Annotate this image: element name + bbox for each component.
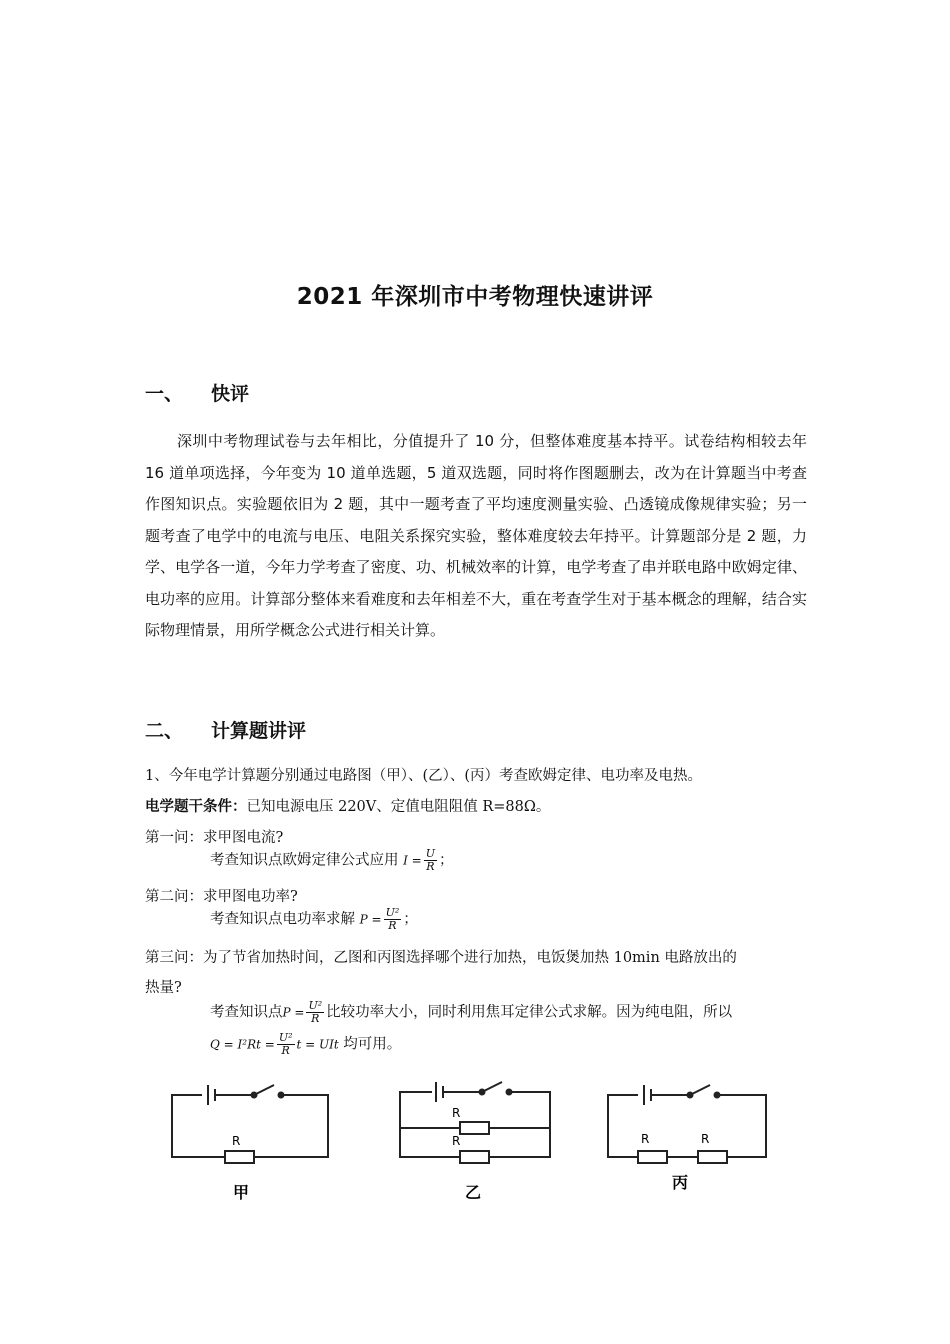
resistor-2 (698, 1151, 727, 1163)
question-2-label: 第二问： (145, 889, 203, 905)
power-numerator: U² (385, 906, 400, 919)
ohm-numerator: U (425, 847, 435, 860)
switch-lever (256, 1085, 274, 1094)
power-formula-fraction (384, 907, 402, 932)
section-heading-2 (145, 716, 306, 743)
power-2-denominator: R (311, 1012, 320, 1025)
resistor-2 (460, 1151, 489, 1163)
switch-lever (692, 1085, 710, 1094)
joule-numerator: U² (278, 1031, 293, 1044)
question-3-label: 第三问： (145, 950, 203, 966)
resistor-2-label: R (452, 1134, 461, 1148)
power-formula-2-lhs: P = (282, 1005, 305, 1020)
ohm-formula-lhs: I = (403, 853, 422, 868)
question-2-note-text: 考查知识点电功率求解 (210, 911, 355, 928)
switch-lever (484, 1082, 502, 1091)
question-1 (145, 826, 283, 847)
circuit-diagram-jia (160, 1075, 340, 1210)
question-1-note-text: 考查知识点欧姆定律公式应用 (210, 852, 399, 869)
ohm-formula-fraction (424, 848, 437, 873)
conditions-text: 已知电源电压 220V、定值电阻阻值 R=88Ω。 (246, 799, 551, 815)
question-3-line-2: 热量? (145, 980, 182, 996)
power-formula-2-fraction (306, 1000, 324, 1025)
ohm-denominator: R (426, 860, 435, 873)
power-formula-lhs: P = (359, 912, 382, 927)
conditions-label: 电学题干条件： (145, 799, 247, 815)
question-2-tail: ； (403, 911, 418, 928)
joule-formula-line (210, 1032, 401, 1057)
resistor-2-label: R (701, 1132, 710, 1146)
circuit-diagram-yi (390, 1072, 560, 1207)
circuit-diagram-bing (598, 1075, 778, 1205)
section-number-1: 一、 (145, 383, 184, 405)
joule-denominator: R (281, 1044, 290, 1057)
joule-formula-fraction (277, 1032, 295, 1057)
question-3-note-post: 比较功率大小，同时利用焦耳定律公式求解。因为纯电阻，所以 (326, 1004, 733, 1021)
section-title-1: 快评 (211, 383, 250, 405)
circuit-label-bing: 丙 (672, 1173, 689, 1192)
question-2-text: 求甲图电功率? (203, 889, 298, 905)
power-denominator: R (388, 919, 397, 932)
joule-formula-b: t = UIt (296, 1037, 339, 1052)
resistor-1-label: R (641, 1132, 650, 1146)
page-title: 2021 年深圳市中考物理快速讲评 (296, 284, 654, 310)
conditions-line (145, 795, 550, 816)
section-title-2: 计算题讲评 (211, 720, 307, 742)
question-1-text: 求甲图电流? (203, 830, 284, 846)
question-1-tail: ； (439, 852, 454, 869)
resistor-1 (460, 1122, 489, 1134)
circuit-label-jia: 甲 (233, 1183, 250, 1202)
question-3-note-pre: 考查知识点 (210, 1004, 283, 1021)
circuit-label-yi: 乙 (465, 1183, 482, 1202)
joule-formula-a: Q = I²Rt = (210, 1037, 275, 1052)
switch-pivot (252, 1093, 257, 1098)
resistor-1-label: R (452, 1106, 461, 1120)
switch-contact (279, 1093, 284, 1098)
question-2-note (210, 907, 418, 932)
power-2-numerator: U² (308, 999, 323, 1012)
resistor-1 (638, 1151, 667, 1163)
question-1-note (210, 848, 454, 873)
section-number-2: 二、 (145, 720, 184, 742)
question-2 (145, 885, 298, 906)
section-heading-1 (145, 379, 249, 406)
item-1: 1、今年电学计算题分别通过电路图（甲）、(乙）、(丙）考查欧姆定律、电功率及电热。 (145, 768, 703, 784)
resistor-label: R (232, 1134, 241, 1148)
question-1-label: 第一问： (145, 830, 203, 846)
review-paragraph: 深圳中考物理试卷与去年相比，分值提升了 10 分，但整体难度基本持平。试卷结构相较去年 16 道单项选择，今年变为 10 道单选题，5 道双选题，同时将作图题删去，改为在计算题当中考查作图知识点。实验题依旧为 2 题，其中一题考查了平均速度测量实验、凸透镜成像规律实验；另一题考查了电学中的电流与电压、电阻关系探究实验，整体难度较去年持平。计算题部分是 2 题，力学、电学各一道，今年力学考查了密度、功、机械效率的计算，电学考查了串并联电路中欧姆定律、电功率的应用。计算部分整体来看难度和去年相差不大，重在考查学生对于基本概念的理解，结合实际物理情景，用所学概念公式进行相关计算。 (145, 432, 807, 639)
question-3 (145, 946, 737, 967)
question-3-text-1: 为了节省加热时间，乙图和丙图选择哪个进行加热，电饭煲加热 10min 电路放出的 (203, 950, 737, 966)
question-3-note (210, 1000, 732, 1025)
resistor (225, 1151, 254, 1163)
wire-left (172, 1095, 225, 1157)
joule-formula-tail: 均可用。 (343, 1036, 402, 1053)
